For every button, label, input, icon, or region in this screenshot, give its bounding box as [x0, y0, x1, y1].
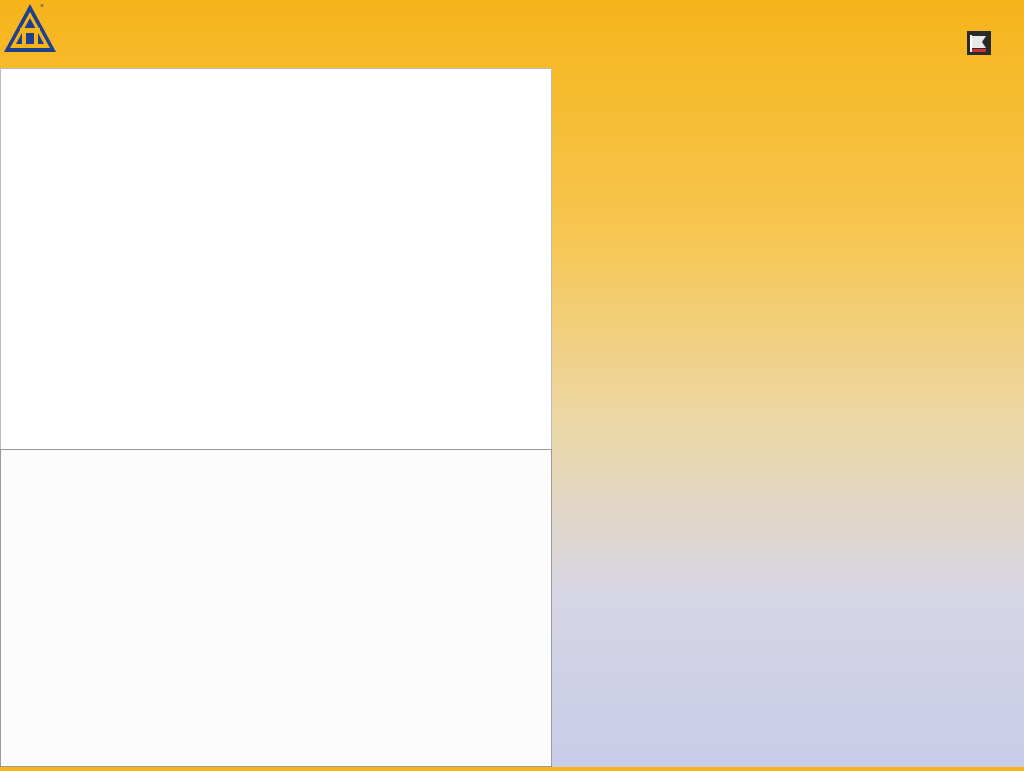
- chart2-plot: [1, 450, 551, 766]
- flag-icon: [966, 30, 992, 56]
- company-logo: [0, 0, 60, 56]
- svg-text:×: ×: [40, 3, 45, 10]
- chart-adfreeze-strength: [0, 449, 552, 767]
- chart-freezing-coefficient: [0, 68, 552, 450]
- chart1-plot: [1, 69, 551, 449]
